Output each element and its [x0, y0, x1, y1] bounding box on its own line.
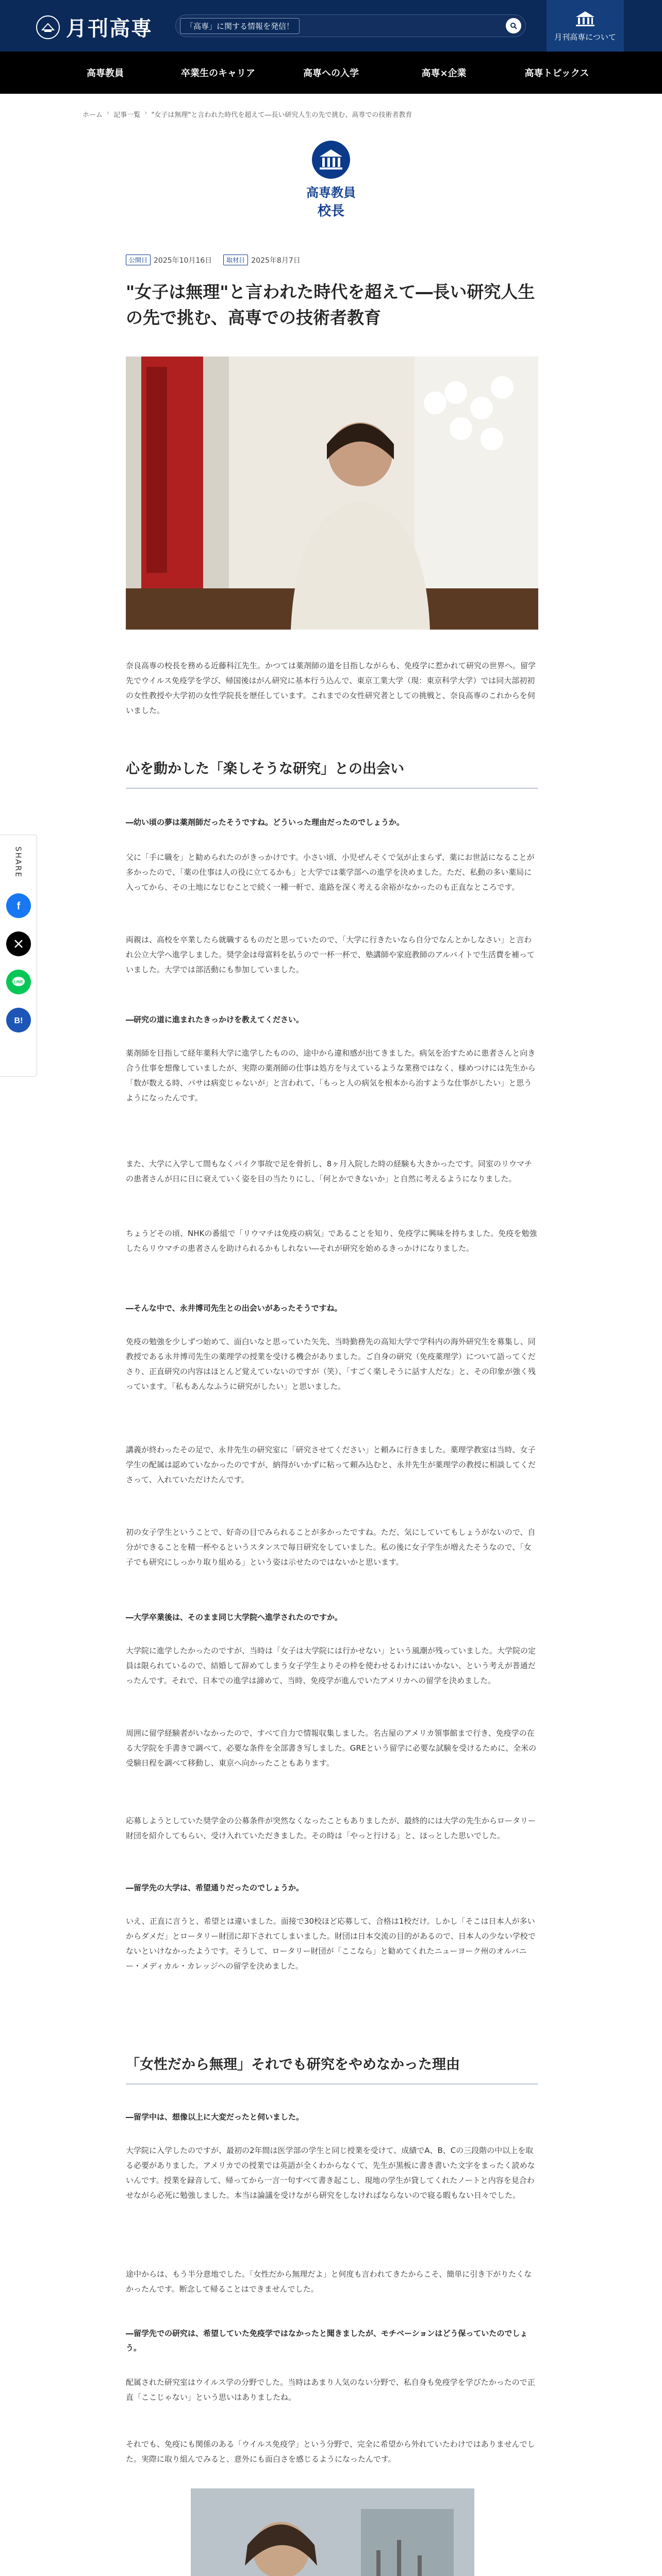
article-intro: 奈良高専の校長を務める近藤科江先生。かつては薬剤師の道を目指しながらも、免疫学に惹かれて研究の世界へ。留学先でウイルス免疫学を学び、帰国後はがん研究に基本行う込んで、東京工業大学（現：東京科学大学）では同大部初初の女性教授や大学初の女性学院長を歴任しています。これまでの女性研究者としての挑戦と、奈良高専のこれからを伺いました。 — [126, 661, 536, 715]
category-badge — [0, 140, 662, 219]
category-label: 高専教員 — [306, 185, 356, 200]
share-line-button[interactable] — [6, 970, 31, 994]
logo-emblem-icon — [36, 15, 60, 39]
site-header — [0, 0, 662, 52]
interview-question: ―留学中は、想像以上に大変だったと伺いました。 — [126, 2112, 304, 2122]
interview-answer: 薬剤師を目指して経年薬科大学に進学したものの、途中から違和感が出てきました。病気を治すために患者さんと向き合う仕事を想像していましたが、実際の薬剤師の仕事は処方を与えているような業務ではなく、様めつけには先生から「数が数える時、パサは病変じゃないが」と言われて、「もっと人の病気を根本から治すような仕事がしたい」と思うようになったんです。 — [126, 1048, 536, 1103]
interview-date: 2025年8月7日 — [251, 256, 301, 265]
published-date: 2025年10月16日 — [154, 256, 212, 265]
published-tag: 公開日 — [126, 255, 151, 265]
logo-text: 月刊高専 — [66, 16, 153, 41]
nav-item-companies[interactable]: 高専×企業 — [421, 68, 467, 79]
share-label: SHARE — [13, 846, 23, 878]
breadcrumb-separator: › — [107, 109, 110, 117]
search-input[interactable] — [300, 15, 506, 37]
search-icon — [510, 22, 517, 29]
category-sublabel: 校長 — [317, 204, 344, 219]
interview-answer: ちょうどその頃、NHKの番組で「リウマチは免疫の病気」であることを知り、免疫学に興味を持ちました。免疫を勉強したらリウマチの患者さんを助けられるかもしれない―それが研究を始めるきっかけになりました。 — [126, 1229, 537, 1253]
interview-answer: 大学院に進学したかったのですが、当時は「女子は大学院には行かせない」という風潮が残っていました。大学院の定員は限られているので、結婚して辞めてしまう女子学生よりその枠を使わせるわけにはいかない、という考えが普通だったんです。それで、日本での進学は諦めて、当時、免疫学が進んでいたアメリカへの留学を決めました。 — [126, 1646, 536, 1685]
interview-answer: 応募しようとしていた奨学金の公募条件が突然なくなったこともありましたが、最終的には大学の先生からロータリー財団を紹介してもらい、受け入れていただきました。その時は「やっと行ける」と、ほっとした思いでした。 — [126, 1816, 536, 1840]
breadcrumb-home[interactable]: ホーム — [82, 111, 103, 119]
interview-answer: 免疫の勉強を少しずつ始めて、面白いなと思っていた矢先、当時勤務先の高知大学で学科内の海外研究生を募集し、同教授である永井博司先生の薬理学の授業を受ける機会がありました。ご自身の研究（免疫薬理学）について語ってくださり、正直研究の内容はほとんど覚えていないのですが（笑）、「すごく楽しそうに話す人だな」と、その印象が強く残っています。「私もあんなふうに研究がしたい」と思いました。 — [126, 1337, 536, 1391]
article-meta — [126, 255, 301, 265]
article-title: "女子は無理"と言われた時代を超えて―長い研究人生の先で挑む、高専での技術者教育 — [126, 282, 535, 328]
hero-photo — [126, 357, 538, 630]
facebook-icon — [13, 900, 24, 911]
school-building-icon — [311, 140, 351, 179]
share-facebook-button[interactable] — [6, 893, 31, 918]
share-x-button[interactable] — [6, 931, 31, 956]
interview-answer: また、大学に入学して間もなくパイク事故で足を骨折し、8ヶ月入院した時の経験も大きかったです。同室のリウマチの患者さんが日に日に衰えていく姿を目の当たりにし、「何とかできないか」と自然に考えるようになりました。 — [126, 1159, 533, 1183]
breadcrumb — [82, 109, 412, 119]
interview-question: ―留学先の大学は、希望通りだったのでしょうか。 — [126, 1883, 304, 1892]
interview-answer: 大学院に入学したのですが、最初の2年間は医学部の学生と同じ授業を受けて、成績でA、B、Cの三段階の中以上を取る必要がありました。アメリカでの授業では英語が全くわからなくて、先生が黒板に書き書いた文字をまったく読めないんです。授業を録音して、帰ってから一言一句すべて書き起こし、現地の学生が貸してくれたノートと内容を見合わせながら必死に勉強しました。本当は論議を受けながら研究をしなければならないので寝る暇もない日々でした。 — [126, 2146, 535, 2200]
nav-item-teachers[interactable]: 高専教員 — [87, 68, 124, 79]
interview-question: ―そんな中で、永井博司先生との出会いがあったそうですね。 — [126, 1303, 342, 1313]
search-label: 「高専」に関する情報を発信！ — [180, 18, 300, 34]
share-hatena-button[interactable] — [6, 1008, 31, 1032]
svg-text:f: f — [16, 900, 20, 911]
interview-answer: 初の女子学生ということで、好奇の目でみられることが多かったですね。ただ、気にしていてもしょうがないので、自分ができることを精一杯やるというスタンスで毎日研究をしていました。私の後に女子学生が増えたそうなので、「女子でも研究にしっかり取り組める」という姿は示せたのではないかと思います。 — [126, 1528, 536, 1567]
breadcrumb-current: "女子は無理"と言われた時代を超えて―長い研究人生の先で挑む、高専での技術者教育 — [151, 111, 412, 119]
x-icon — [13, 939, 24, 949]
interview-answer: 途中からは、もう半分意地でした。「女性だから無理だよ」と何度も言われてきたからこそ、簡単に引き下がりたくなかったんです。断念して帰ることはできませんでした。 — [126, 2269, 532, 2294]
svg-text:LINE: LINE — [13, 979, 23, 985]
interview-tag: 取材日 — [223, 255, 248, 265]
interview-answer: 周囲に留学経験者がいなかったので、すべて自力で情報収集しました。名古屋のアメリカ領事館まで行き、免疫学の在る大学院を手書きで調べて、必要な条件を全部書き写しました。GREという留学に必要な試験を受けるために、全米の受験日程を調べて移動し、東京へ向かったこともあります。 — [126, 1728, 537, 1768]
site-logo[interactable] — [36, 12, 153, 42]
interview-question: ―大学卒業後は、そのまま同じ大学院へ進学されたのですか。 — [126, 1613, 343, 1622]
about-label: 月刊高専について — [554, 32, 616, 42]
breadcrumb-separator: › — [144, 109, 147, 117]
main-nav — [0, 52, 662, 94]
nav-item-topics[interactable]: 高専トピックス — [524, 68, 589, 79]
interview-answer: それでも、免疫にも関係のある「ウイルス免疫学」という分野で、完全に希望から外れていたわけではありませんでした。実際に取り組んでみると、意外にも面白さを感じるようになったんです。 — [126, 2439, 535, 2464]
section-heading: 「女性だから無理」それでも研究をやめなかった理由 — [126, 2053, 538, 2084]
lab-photo — [191, 2488, 474, 2576]
search-button[interactable] — [506, 18, 521, 33]
interview-answer: 父に「手に職を」と勧められたのがきっかけです。小さい頃、小児ぜんそくで気が止まらず、薬にお世話になることが多かったので、「薬の仕事は人の役に立てるかも」と大学では薬学部への進学を決めました。ただ、私動の多い薬局に入ってから、その土地になじむことで続く一種一軒で、進路を深く考える余裕がなかったのも正直なところです。 — [126, 853, 535, 892]
share-sidebar — [0, 835, 37, 1077]
interview-answer: いえ、正直に言うと、希望とは違いました。面接で30校ほど応募して、合格は1校だけ。しかし「そこは日本人が多いからダメだ」とロータリー財団に却下されてしまいました。財団は日本交流の目的があるので、日本人の少ない学校でないといけなかったようです。そうして、ロータリー財団が「ここなら」と勧めてくれたニューヨーク州のオルバニー・メディカル・カレッジへの留学を決めました。 — [126, 1917, 536, 1971]
interview-answer: 配属された研究室はウイルス学の分野でした。当時はあまり人気のない分野で、私自身も免疫学を学びたかったので正直「ここじゃない」という思いはありましたね。 — [126, 2378, 535, 2402]
nav-item-admission[interactable]: 高専への入学 — [303, 68, 359, 79]
nav-item-careers[interactable]: 卒業生のキャリア — [181, 68, 255, 79]
hatena-icon — [13, 1014, 24, 1026]
interview-question: ―留学先での研究は、希望していた免疫学ではなかったと聞きましたが、モチベーションはどう保っていたのでしょう。 — [126, 2329, 528, 2352]
section-heading: 心を動かした「楽しそうな研究」との出会い — [126, 757, 538, 789]
interview-answer: 両親は、高校を卒業したら就職するものだと思っていたので、「大学に行きたいなら自分でなんとかしなさい」と言われ公立大学へ進学しました。奨学金は母富料を払うので一杯一杯で、塾講師や家庭教師のアルバイトで生活費を補っていました。大学では部活動にも参加していました。 — [126, 935, 535, 974]
search-box — [175, 14, 526, 37]
about-button[interactable] — [547, 0, 624, 52]
interview-question: ―幼い頃の夢は薬剤師だったそうですね。どういった理由だったのでしょうか。 — [126, 818, 405, 827]
svg-text:B!: B! — [14, 1016, 23, 1025]
line-icon — [11, 976, 26, 988]
building-icon — [574, 10, 597, 27]
interview-question: ―研究の道に進まれたきっかけを教えてください。 — [126, 1015, 304, 1024]
breadcrumb-articles[interactable]: 記事一覧 — [113, 111, 141, 119]
interview-answer: 講義が終わったその足で、永井先生の研究室に「研究させてください」と頼みに行きました。薬理学教室は当時、女子学生の配属は認めていなかったのですが、納得がいかずに粘って頼み込むと、永井先生が薬理学の教授に相談してくださって、入れていただけたんです。 — [126, 1445, 536, 1484]
